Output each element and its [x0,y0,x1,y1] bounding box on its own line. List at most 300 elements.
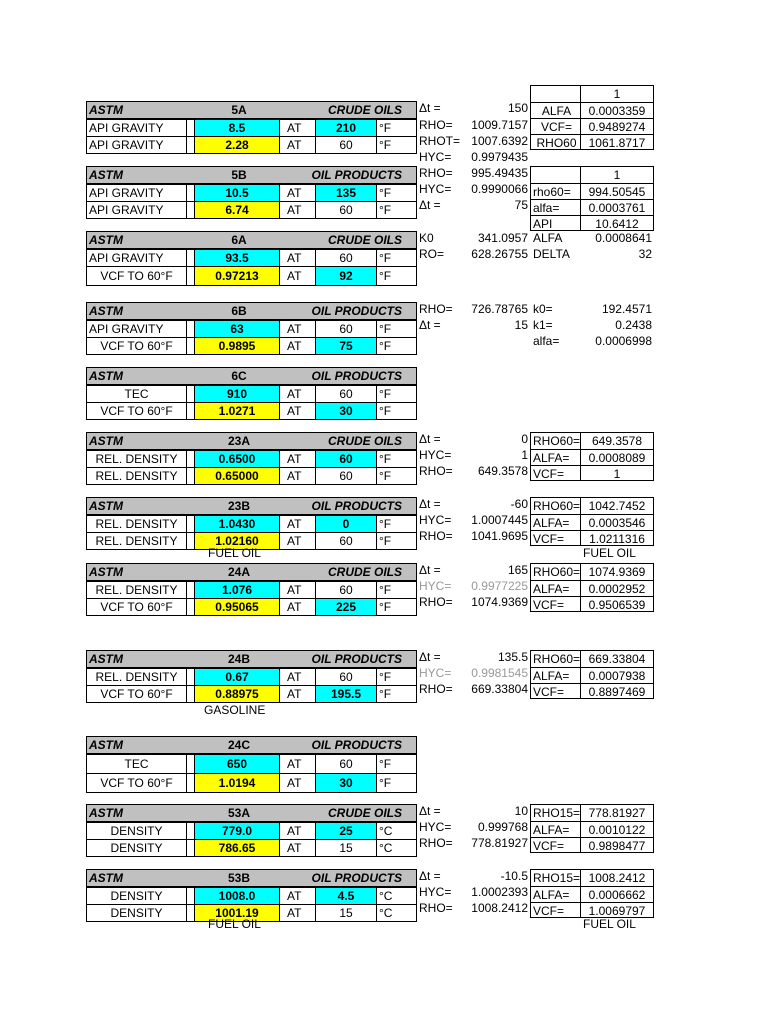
table-header [87,564,416,581]
temperature-cell[interactable]: 60 [315,321,377,337]
side-value: 32 [638,247,652,261]
coefficient-table [530,869,654,918]
astm-table-6c [86,367,417,420]
side-value: RHO= [419,166,453,180]
coefficient-table [530,650,654,699]
table-header [87,498,416,515]
product-type: OIL PRODUCTS [311,871,402,885]
coefficient-label: ALFA= [531,580,581,596]
value-cell[interactable]: 1.076 [194,582,280,598]
table-header [87,737,416,754]
temperature-cell[interactable]: 30 [315,403,377,419]
table-code: 5A [231,103,247,117]
side-value: 649.3578 [477,464,528,478]
coefficient-label: VCF= [531,902,581,918]
coefficient-label: API [531,215,581,231]
coefficient-label: VCF= [531,683,581,699]
unit-label: °F [379,121,392,135]
coefficient-label: RHO60 [531,134,581,150]
astm-table-23b [86,497,417,550]
table-row [87,337,416,354]
unit-label: °F [379,404,392,418]
astm-table-24c [86,736,417,793]
side-value: alfa= [533,334,560,348]
coefficient-label: ALFA [531,102,581,118]
product-type: CRUDE OILS [327,103,402,117]
side-value: 135.5 [497,650,528,664]
coefficient-label: RHO60= [533,565,581,579]
row-label: REL. DENSITY [87,468,187,484]
side-value: 0.9979435 [471,150,528,164]
side-value: 995.49435 [471,166,528,180]
astm-label: ASTM [89,304,123,318]
coefficient-label: ALFA= [531,667,581,683]
fuel-type-note: FUEL OIL [208,546,261,560]
at-label: AT [287,339,302,353]
temperature-cell[interactable]: 15 [315,905,377,921]
product-type: CRUDE OILS [327,434,402,448]
at-label: AT [287,387,302,401]
value-cell[interactable]: 63 [194,321,280,337]
side-value: RO= [419,247,445,261]
side-value: 1 [521,448,528,462]
value-cell[interactable]: 0.65000 [194,468,280,484]
coefficient-label: RHO60= [533,499,581,513]
at-label: AT [287,534,302,548]
side-value: RHO= [419,682,453,696]
side-value: Δt = [419,804,441,818]
row-label: REL. DENSITY [87,516,187,532]
row-label: API GRAVITY [87,202,187,218]
row-label: DENSITY [87,888,187,904]
temperature-cell[interactable]: 60 [315,755,377,773]
side-value: 1.0002393 [471,885,528,899]
value-cell[interactable]: 779.0 [194,823,280,839]
row-label: API GRAVITY [87,250,187,266]
astm-table-53b [86,869,417,922]
value-cell[interactable]: 650 [194,755,280,773]
side-value: 1074.9369 [471,595,528,609]
at-label: AT [287,452,302,466]
coefficient-label: RHO15= [533,871,581,885]
product-type: OIL PRODUCTS [311,168,402,182]
coefficient-value: 1008.2412 [588,871,646,885]
temperature-cell[interactable]: 0 [315,516,377,532]
row-label: VCF TO 60°F [87,403,187,419]
temperature-cell[interactable]: 60 [315,582,377,598]
fuel-type-note: FUEL OIL [583,546,636,560]
at-label: AT [287,600,302,614]
side-value: HYC= [419,666,452,680]
astm-label: ASTM [89,103,123,117]
temperature-cell[interactable]: 60 [315,250,377,266]
at-label: AT [287,251,302,265]
side-value: 0.9990066 [471,182,528,196]
product-type: CRUDE OILS [327,806,402,820]
at-label: AT [287,583,302,597]
coefficient-value: 0.0003359 [581,102,653,119]
astm-label: ASTM [89,168,123,182]
temperature-cell[interactable]: 92 [315,267,377,285]
astm-label: ASTM [89,871,123,885]
table-row [87,839,416,856]
coefficient-value: 0.9489274 [581,118,653,135]
at-label: AT [287,269,302,283]
row-label: VCF TO 60°F [87,599,187,615]
value-cell[interactable]: 0.95065 [194,599,280,615]
row-label: REL. DENSITY [87,669,187,685]
at-label: AT [287,776,302,790]
unit-label: °F [379,687,392,701]
table-row [87,754,416,773]
side-value: 0.999768 [477,820,528,834]
side-value: 165 [507,563,528,577]
unit-label: °F [379,757,392,771]
at-label: AT [287,469,302,483]
at-label: AT [287,322,302,336]
side-value: 0.9981545 [471,666,528,680]
unit-label: °F [379,203,392,217]
astm-table-6a [86,231,417,286]
temperature-cell[interactable]: 30 [315,774,377,792]
side-value: 0.0006998 [595,334,652,348]
coefficient-label: VCF= [531,118,581,134]
unit-label: °F [379,251,392,265]
at-label: AT [287,121,302,135]
side-value: Δt = [419,432,441,446]
table-row [87,887,416,904]
table-header [87,805,416,822]
temperature-cell[interactable]: 135 [315,185,377,201]
side-value: HYC= [419,513,452,527]
coefficient-value: 0.0002952 [581,580,653,597]
value-cell[interactable]: 93.5 [194,250,280,266]
value-cell[interactable]: 0.9895 [194,338,280,354]
coefficient-value: 649.3578 [591,434,643,448]
side-value: 15 [514,318,528,332]
unit-label: °F [379,670,392,684]
value-cell[interactable]: 0.67 [194,669,280,685]
row-label: REL. DENSITY [87,451,187,467]
temperature-cell[interactable]: 60 [315,386,377,402]
value-cell[interactable]: 0.88975 [194,686,280,702]
row-label: DENSITY [87,840,187,856]
value-cell[interactable]: 1.0271 [194,403,280,419]
side-value: HYC= [419,182,452,196]
coefficient-value: 0.9506539 [581,596,653,613]
value-cell[interactable]: 2.28 [194,137,280,153]
coefficient-label: VCF= [531,837,581,853]
table-row [87,320,416,337]
table-row [87,581,416,598]
coefficient-value: 1.0069797 [581,902,653,919]
side-value: Δt = [419,563,441,577]
at-label: AT [287,670,302,684]
temperature-cell[interactable]: 60 [315,669,377,685]
side-value: 150 [507,101,528,115]
coefficient-label: VCF= [531,465,581,481]
table-row [87,119,416,136]
unit-label: °C [379,889,393,903]
side-value: HYC= [419,820,452,834]
value-cell[interactable]: 786.65 [194,840,280,856]
side-value: 1.0007445 [471,513,528,527]
coefficient-label: RHO15= [533,806,581,820]
table-header [87,651,416,668]
coefficient-value: 1 [613,87,621,101]
coefficient-table [530,85,654,150]
coefficient-value: 669.33804 [588,652,646,666]
coefficient-table [530,804,654,853]
table-header [87,433,416,450]
row-label: API GRAVITY [87,120,187,136]
temperature-cell[interactable]: 60 [315,468,377,484]
astm-label: ASTM [89,434,123,448]
coefficient-value: 994.50545 [581,183,653,200]
at-label: AT [287,841,302,855]
astm-table-24a [86,563,417,616]
temperature-cell[interactable]: 15 [315,840,377,856]
row-label: API GRAVITY [87,321,187,337]
table-code: 5B [231,168,247,182]
side-value: 1041.9695 [471,529,528,543]
side-value: 669.33804 [471,682,528,696]
coefficient-label: ALFA= [531,821,581,837]
fuel-type-note: FUEL OIL [208,917,261,931]
row-label: VCF TO 60°F [87,338,187,354]
astm-label: ASTM [89,499,123,513]
at-label: AT [287,138,302,152]
table-code: 23B [227,499,250,513]
row-label: API GRAVITY [87,185,187,201]
table-header [87,303,416,320]
side-value: RHO= [419,464,453,478]
side-value: -10.5 [500,869,528,883]
temperature-cell[interactable]: 60 [315,533,377,549]
side-value: RHO= [419,302,453,316]
table-code: 53A [227,806,250,820]
table-row [87,136,416,153]
table-code: 23A [227,434,250,448]
coefficient-label [531,86,581,102]
table-header [87,232,416,249]
temperature-cell[interactable]: 225 [315,599,377,615]
unit-label: °F [379,600,392,614]
unit-label: °F [379,469,392,483]
coefficient-label: ALFA= [531,886,581,902]
astm-table-6b [86,302,417,355]
side-value: 726.78765 [471,302,528,316]
side-value: 778.81927 [471,836,528,850]
side-value: 1009.7157 [471,118,528,132]
table-code: 53B [227,871,250,885]
value-cell[interactable]: 910 [194,386,280,402]
value-cell[interactable]: 1001.19 [194,905,280,921]
row-label: REL. DENSITY [87,533,187,549]
astm-label: ASTM [89,565,123,579]
coefficient-label: VCF= [531,530,581,546]
coefficient-value: 0.0007938 [581,667,653,684]
temperature-cell[interactable]: 75 [315,338,377,354]
unit-label: °F [379,452,392,466]
coefficient-value: 1 [613,168,621,182]
unit-label: °F [379,339,392,353]
coefficient-value: 1074.9369 [588,565,646,579]
row-label: REL. DENSITY [87,582,187,598]
side-value: HYC= [419,448,452,462]
side-value: RHO= [419,118,453,132]
coefficient-value: 778.81927 [588,806,646,820]
coefficient-value: 0.0008089 [581,449,653,466]
side-value: 192.4571 [601,302,652,316]
table-row [87,385,416,402]
table-row [87,266,416,285]
astm-table-53a [86,804,417,857]
temperature-cell[interactable]: 60 [315,137,377,153]
coefficient-value: 10.6412 [581,215,653,232]
coefficient-value: 1.0211316 [581,530,653,547]
temperature-cell[interactable]: 4.5 [315,888,377,904]
row-label: DENSITY [87,905,187,921]
side-value: RHO= [419,595,453,609]
table-code: 6C [231,369,247,383]
astm-label: ASTM [89,233,123,247]
table-row [87,402,416,419]
table-code: 24A [227,565,250,579]
value-cell[interactable]: 0.97213 [194,267,280,285]
value-cell[interactable]: 6.74 [194,202,280,218]
side-value: RHO= [419,529,453,543]
row-label: TEC [87,755,187,773]
side-value: ALFA [533,231,563,245]
value-cell[interactable]: 1.0194 [194,774,280,792]
coefficient-value: 0.0010122 [581,821,653,838]
side-value: 1007.6392 [471,134,528,148]
astm-label: ASTM [89,652,123,666]
temperature-cell[interactable]: 60 [315,451,377,467]
side-value: HYC= [419,885,452,899]
coefficient-label: ALFA= [531,514,581,530]
side-value: RHO= [419,901,453,915]
astm-label: ASTM [89,806,123,820]
product-type: OIL PRODUCTS [311,738,402,752]
table-row [87,201,416,218]
at-label: AT [287,687,302,701]
table-row [87,515,416,532]
table-row [87,685,416,702]
unit-label: °F [379,517,392,531]
astm-table-5b [86,166,417,219]
unit-label: °F [379,583,392,597]
table-row [87,773,416,792]
value-cell[interactable]: 8.5 [194,120,280,136]
row-label: API GRAVITY [87,137,187,153]
coefficient-label: RHO60= [533,434,581,448]
at-label: AT [287,203,302,217]
at-label: AT [287,906,302,920]
row-label: VCF TO 60°F [87,774,187,792]
at-label: AT [287,404,302,418]
side-value: -60 [510,497,528,511]
table-code: 24B [227,652,250,666]
side-value: RHOT= [419,134,461,148]
product-type: OIL PRODUCTS [311,652,402,666]
unit-label: °F [379,387,392,401]
coefficient-label: alfa= [531,199,581,215]
temperature-cell[interactable]: 210 [315,120,377,136]
side-value: Δt = [419,869,441,883]
value-cell[interactable]: 0.6500 [194,451,280,467]
table-row [87,467,416,484]
temperature-cell[interactable]: 60 [315,202,377,218]
coefficient-value: 1042.7452 [588,499,646,513]
coefficient-value: 1061.8717 [581,134,653,151]
value-cell[interactable]: 1.02160 [194,533,280,549]
coefficient-value: 0.0003546 [581,514,653,531]
at-label: AT [287,889,302,903]
astm-table-5a [86,101,417,154]
temperature-cell[interactable]: 195.5 [315,686,377,702]
astm-table-23a [86,432,417,485]
unit-label: °F [379,534,392,548]
coefficient-label: RHO60= [533,652,581,666]
table-header [87,102,416,119]
side-value: DELTA [533,247,570,261]
unit-label: °F [379,269,392,283]
unit-label: °F [379,138,392,152]
astm-label: ASTM [89,738,123,752]
astm-label: ASTM [89,369,123,383]
coefficient-label: rho60= [531,183,581,199]
coefficient-table [530,166,654,231]
row-label: VCF TO 60°F [87,686,187,702]
side-value: 628.26755 [471,247,528,261]
table-code: 24C [227,738,250,752]
side-value: Δt = [419,101,441,115]
temperature-cell[interactable]: 25 [315,823,377,839]
side-value: Δt = [419,198,441,212]
coefficient-value: 0.9898477 [581,837,653,854]
coefficient-label [531,167,581,183]
at-label: AT [287,186,302,200]
side-value: Δt = [419,497,441,511]
side-value: 0.2438 [615,318,652,332]
unit-label: °F [379,322,392,336]
value-cell[interactable]: 1.0430 [194,516,280,532]
value-cell[interactable]: 1008.0 [194,888,280,904]
product-type: OIL PRODUCTS [311,369,402,383]
table-header [87,167,416,184]
coefficient-table [530,563,654,612]
side-value: K0 [419,231,434,245]
product-type: OIL PRODUCTS [311,304,402,318]
row-label: VCF TO 60°F [87,267,187,285]
table-header [87,870,416,887]
coefficient-label: ALFA= [531,449,581,465]
side-value: 10 [514,804,528,818]
side-value: RHO= [419,836,453,850]
astm-table-24b [86,650,417,703]
side-value: 0.9977225 [471,579,528,593]
side-value: 341.0957 [477,231,528,245]
fuel-type-note: GASOLINE [204,703,266,717]
fuel-type-note: FUEL OIL [583,917,636,931]
coefficient-value: 1 [581,465,653,482]
unit-label: °F [379,186,392,200]
value-cell[interactable]: 10.5 [194,185,280,201]
side-value: Δt = [419,650,441,664]
side-value: k1= [533,318,553,332]
